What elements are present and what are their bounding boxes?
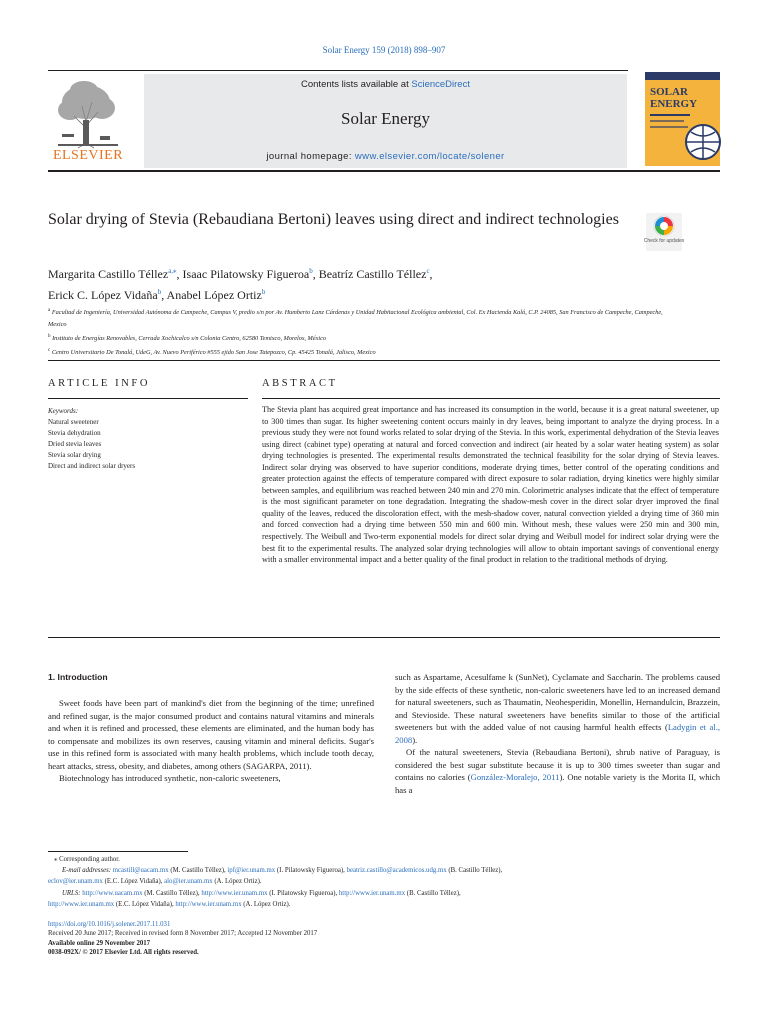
email-link[interactable]: ipf@ier.unam.mx xyxy=(227,867,276,875)
url-link[interactable]: http://www.ier.unam.mx xyxy=(201,889,268,897)
author: Margarita Castillo Téllez$^{a,⁎}$, xyxy=(48,267,183,281)
article-info-heading: ARTICLE INFO xyxy=(48,378,151,389)
paragraph: Sweet foods have been part of mankind's diet from the beginning of the time; unrefined and refined sugar, is the major consumed product and contains natural vitamins and minerals and when it is refined and processed, these elements are eliminated, and the human body has to compensate and mobilizes its own reserves, causing vitamin and mineral deficits. Sugar's use in this refined form is associated with many health problems, which include tooth decay, heart attacks, stress, obesity, and diabetes, among others (SAGARPA, 2011). xyxy=(48,698,374,771)
author: Anabel López Ortiz$^b$ xyxy=(166,288,266,302)
section-heading-introduction: 1. Introduction xyxy=(48,672,108,682)
journal-homepage xyxy=(144,151,627,162)
keywords-label: Keywords: xyxy=(48,407,79,415)
email-link[interactable]: beatriz.castillo@academicos.udg.mx xyxy=(346,867,447,875)
abstract-divider xyxy=(48,637,720,638)
doi-link[interactable]: https://doi.org/10.1016/j.solener.2017.11.031 xyxy=(48,921,171,928)
cover-title-line-2: ENERGY xyxy=(650,98,698,110)
body-column-right xyxy=(395,671,720,796)
reference-link[interactable]: González-Moralejo, 2011 xyxy=(470,772,560,782)
footnote-rule xyxy=(48,851,188,852)
keywords-block xyxy=(48,406,248,472)
email-addresses-cont: eclov@ier.unam.mx (E.C. López Vidaña), alo@ier.unam.mx (A. López Ortiz). xyxy=(48,878,262,886)
article-info-rule xyxy=(48,398,248,399)
affiliations xyxy=(48,305,668,358)
author: Isaac Pilatowsky Figueroa$^b$, xyxy=(182,267,319,281)
journal-cover-image xyxy=(645,72,720,166)
footnotes xyxy=(48,854,720,910)
keyword-item: Dried stevia leaves xyxy=(48,440,102,448)
url-link[interactable]: http://www.ier.unam.mx xyxy=(48,900,115,908)
keyword-item: Stevia dehydration xyxy=(48,429,101,437)
abstract-text: The Stevia plant has acquired great importance and has increased its consumption in the world, because it is a great natural sweetener, up to 300 times than sugar. Its higher sweetening content occurs mainly in dry leaves, being important to analyze the drying process. In a previous study they were not found works related to solar drying of the Stevia. In this work, experimental dehydration of the Stevia leaves using direct (cabinet type) operating at natural and forced convection and indirect (air heated by a solar water heating system) as solar drying technologies is presented. The experimental results demonstrated the technical feasibility for the solar drying of Stevia leaves. Indirect solar drying was observed to have superior conditions, moderate drying times, better control of the operating conditions and greater protection against the effects of temperature compared with direct exposure to solar radiation, drying kinetics were highly similar between samples, and equilibrium was reached between 240 min and 270 min. Colorimetric analyses indicate that the effect of temperature is the most significant parameter on tone degradation. Integrating the shadow-mesh cover in the direct solar dryer improved the final quality of the leaves, reduced the discoloration effect, with the mesh-shadow cover, natural convection yielded a drying time of 360 min and forced convection had a drying time between 550 min and 600 min. Without mesh, these values were 250 min and 300 min, respectively. The Weibull and Two-term exponential models for direct solar drying and Weibull model for indirect solar drying were the best fit to the experimental results. The analyzed solar drying technologies will allow to obtain important savings of conventional energy with a smaller environmental impact and a better quality of the final product in relation to the traditional methods of drying. xyxy=(262,405,719,565)
affiliation-divider xyxy=(48,360,720,361)
paragraph: Biotechnology has introduced synthetic, non-caloric sweeteners, xyxy=(59,773,281,783)
cover-globe-icon xyxy=(683,120,723,164)
abstract-rule xyxy=(262,398,720,399)
contents-availability xyxy=(144,79,627,90)
url-link[interactable]: http://www.ier.unam.mx xyxy=(338,889,406,897)
author: Beatríz Castillo Téllez$^c$, xyxy=(318,267,433,281)
paragraph: Of the natural sweeteners, Stevia (Rebaudiana Bertoni), shrub native of Paraguay, is considered the best sugar substitute because it is up to 300 times sweeter than sugar and contains no calories (González-Moralejo, 2011). One notable variety is the Morita II, which has a xyxy=(395,747,720,795)
homepage-link[interactable]: www.elsevier.com/locate/solener xyxy=(354,151,505,162)
author-urls-cont: http://www.ier.unam.mx (E.C. López Vidaña), http://www.ier.unam.mx (A. López Ortiz). xyxy=(48,900,291,908)
elsevier-wordmark: ELSEVIER xyxy=(52,148,124,163)
author-list xyxy=(48,262,688,304)
url-link[interactable]: http://www.uacam.mx xyxy=(82,889,143,897)
keyword-item: Direct and indirect solar dryers xyxy=(48,462,136,470)
article-title: Solar drying of Stevia (Rebaudiana Bertoni) leaves using direct and indirect technologies xyxy=(48,211,619,228)
reference-link[interactable]: Ladygin et al., 2008 xyxy=(395,722,720,745)
sciencedirect-link[interactable]: ScienceDirect xyxy=(411,79,470,90)
affiliation: $^a$ Facultad de Ingeniería, Universidad Autónoma de Campeche, Campus V, predio s/n por Av. Humberto Lanz Cárdenas y Unidad Habitacional Ecológica ambiental, Col. Ex Hacienda Kalá, C.P. 24085, San Francisco de Campeche, Campeche, Mexico xyxy=(48,308,663,328)
homepage-prefix: journal homepage: xyxy=(266,151,355,162)
affiliation: $^b$ Instituto de Energías Renovables, Cerrada Xochicalco s/n Colonia Centro, 62580 Temixco, Morelos, México xyxy=(48,333,327,342)
check-for-updates-icon[interactable] xyxy=(643,213,685,251)
banner-bottom-rule xyxy=(48,170,720,172)
crossmark-label: Check for updates xyxy=(643,238,685,244)
contents-prefix: Contents lists available at xyxy=(301,79,412,90)
cover-title-line-1: SOLAR xyxy=(650,86,688,98)
email-addresses: E-mail addresses: mcastill@uacam.mx (M. Castillo Téllez), ipf@ier.unam.mx (I. Pilatowsky Figueroa), beatriz.castillo@academicos.udg.mx (B. Castillo Téllez), xyxy=(62,867,503,875)
publication-info xyxy=(48,920,720,957)
affiliation: $^c$ Centro Universitario De Tonalá, UdeG, Av. Nuevo Periférico #555 ejido San Jose Tatepozco, Cp. 45425 Tonalá, Jalisco, Mexico xyxy=(48,347,376,356)
body-column-left xyxy=(48,697,374,785)
journal-citation[interactable]: Solar Energy 159 (2018) 898–907 xyxy=(322,45,446,55)
keyword-item: Natural sweetener xyxy=(48,418,99,426)
url-link[interactable]: http://www.ier.unam.mx xyxy=(175,900,242,908)
copyright-line: 0038-092X/ © 2017 Elsevier Ltd. All rights reserved. xyxy=(48,948,199,956)
cover-title xyxy=(650,86,697,110)
corresponding-author-note: ⁎ Corresponding author. xyxy=(54,856,120,863)
author-urls: URLS: http://www.uacam.mx (M. Castillo Téllez), http://www.ier.unam.mx (I. Pilatowsky Figueroa), http://www.ier.unam.mx (B. Castillo Téllez), xyxy=(62,889,461,897)
journal-title: Solar Energy xyxy=(341,109,430,128)
received-dates: Received 20 June 2017; Received in revised form 8 November 2017; Accepted 12 November 2017 xyxy=(48,930,318,938)
abstract-heading: ABSTRACT xyxy=(262,378,338,389)
email-link[interactable]: mcastill@uacam.mx xyxy=(112,867,169,875)
keyword-item: Stevia solar drying xyxy=(48,451,101,459)
author: Erick C. López Vidaña$^b$, xyxy=(48,288,167,302)
email-link[interactable]: eclov@ier.unam.mx xyxy=(48,878,103,886)
available-online-date: Available online 29 November 2017 xyxy=(48,939,151,947)
email-link[interactable]: alo@ier.unam.mx xyxy=(164,878,213,886)
banner-top-rule xyxy=(48,70,628,71)
paragraph: such as Aspartame, Acesulfame k (SunNet), Cyclamate and Saccharin. The problems caused by the side effects of these synthetic, non-caloric sweeteners have led to an increased demand for natural sweeteners, such as Thaumatin, Neohesperidin, Monellin, Hernandulcin, Brazzein, and Stevioside. These natural sweeteners have benefits similar to those of the artificial sweeteners but with the added value of not causing harmful health effects (Ladygin et al., 2008). xyxy=(395,672,720,745)
